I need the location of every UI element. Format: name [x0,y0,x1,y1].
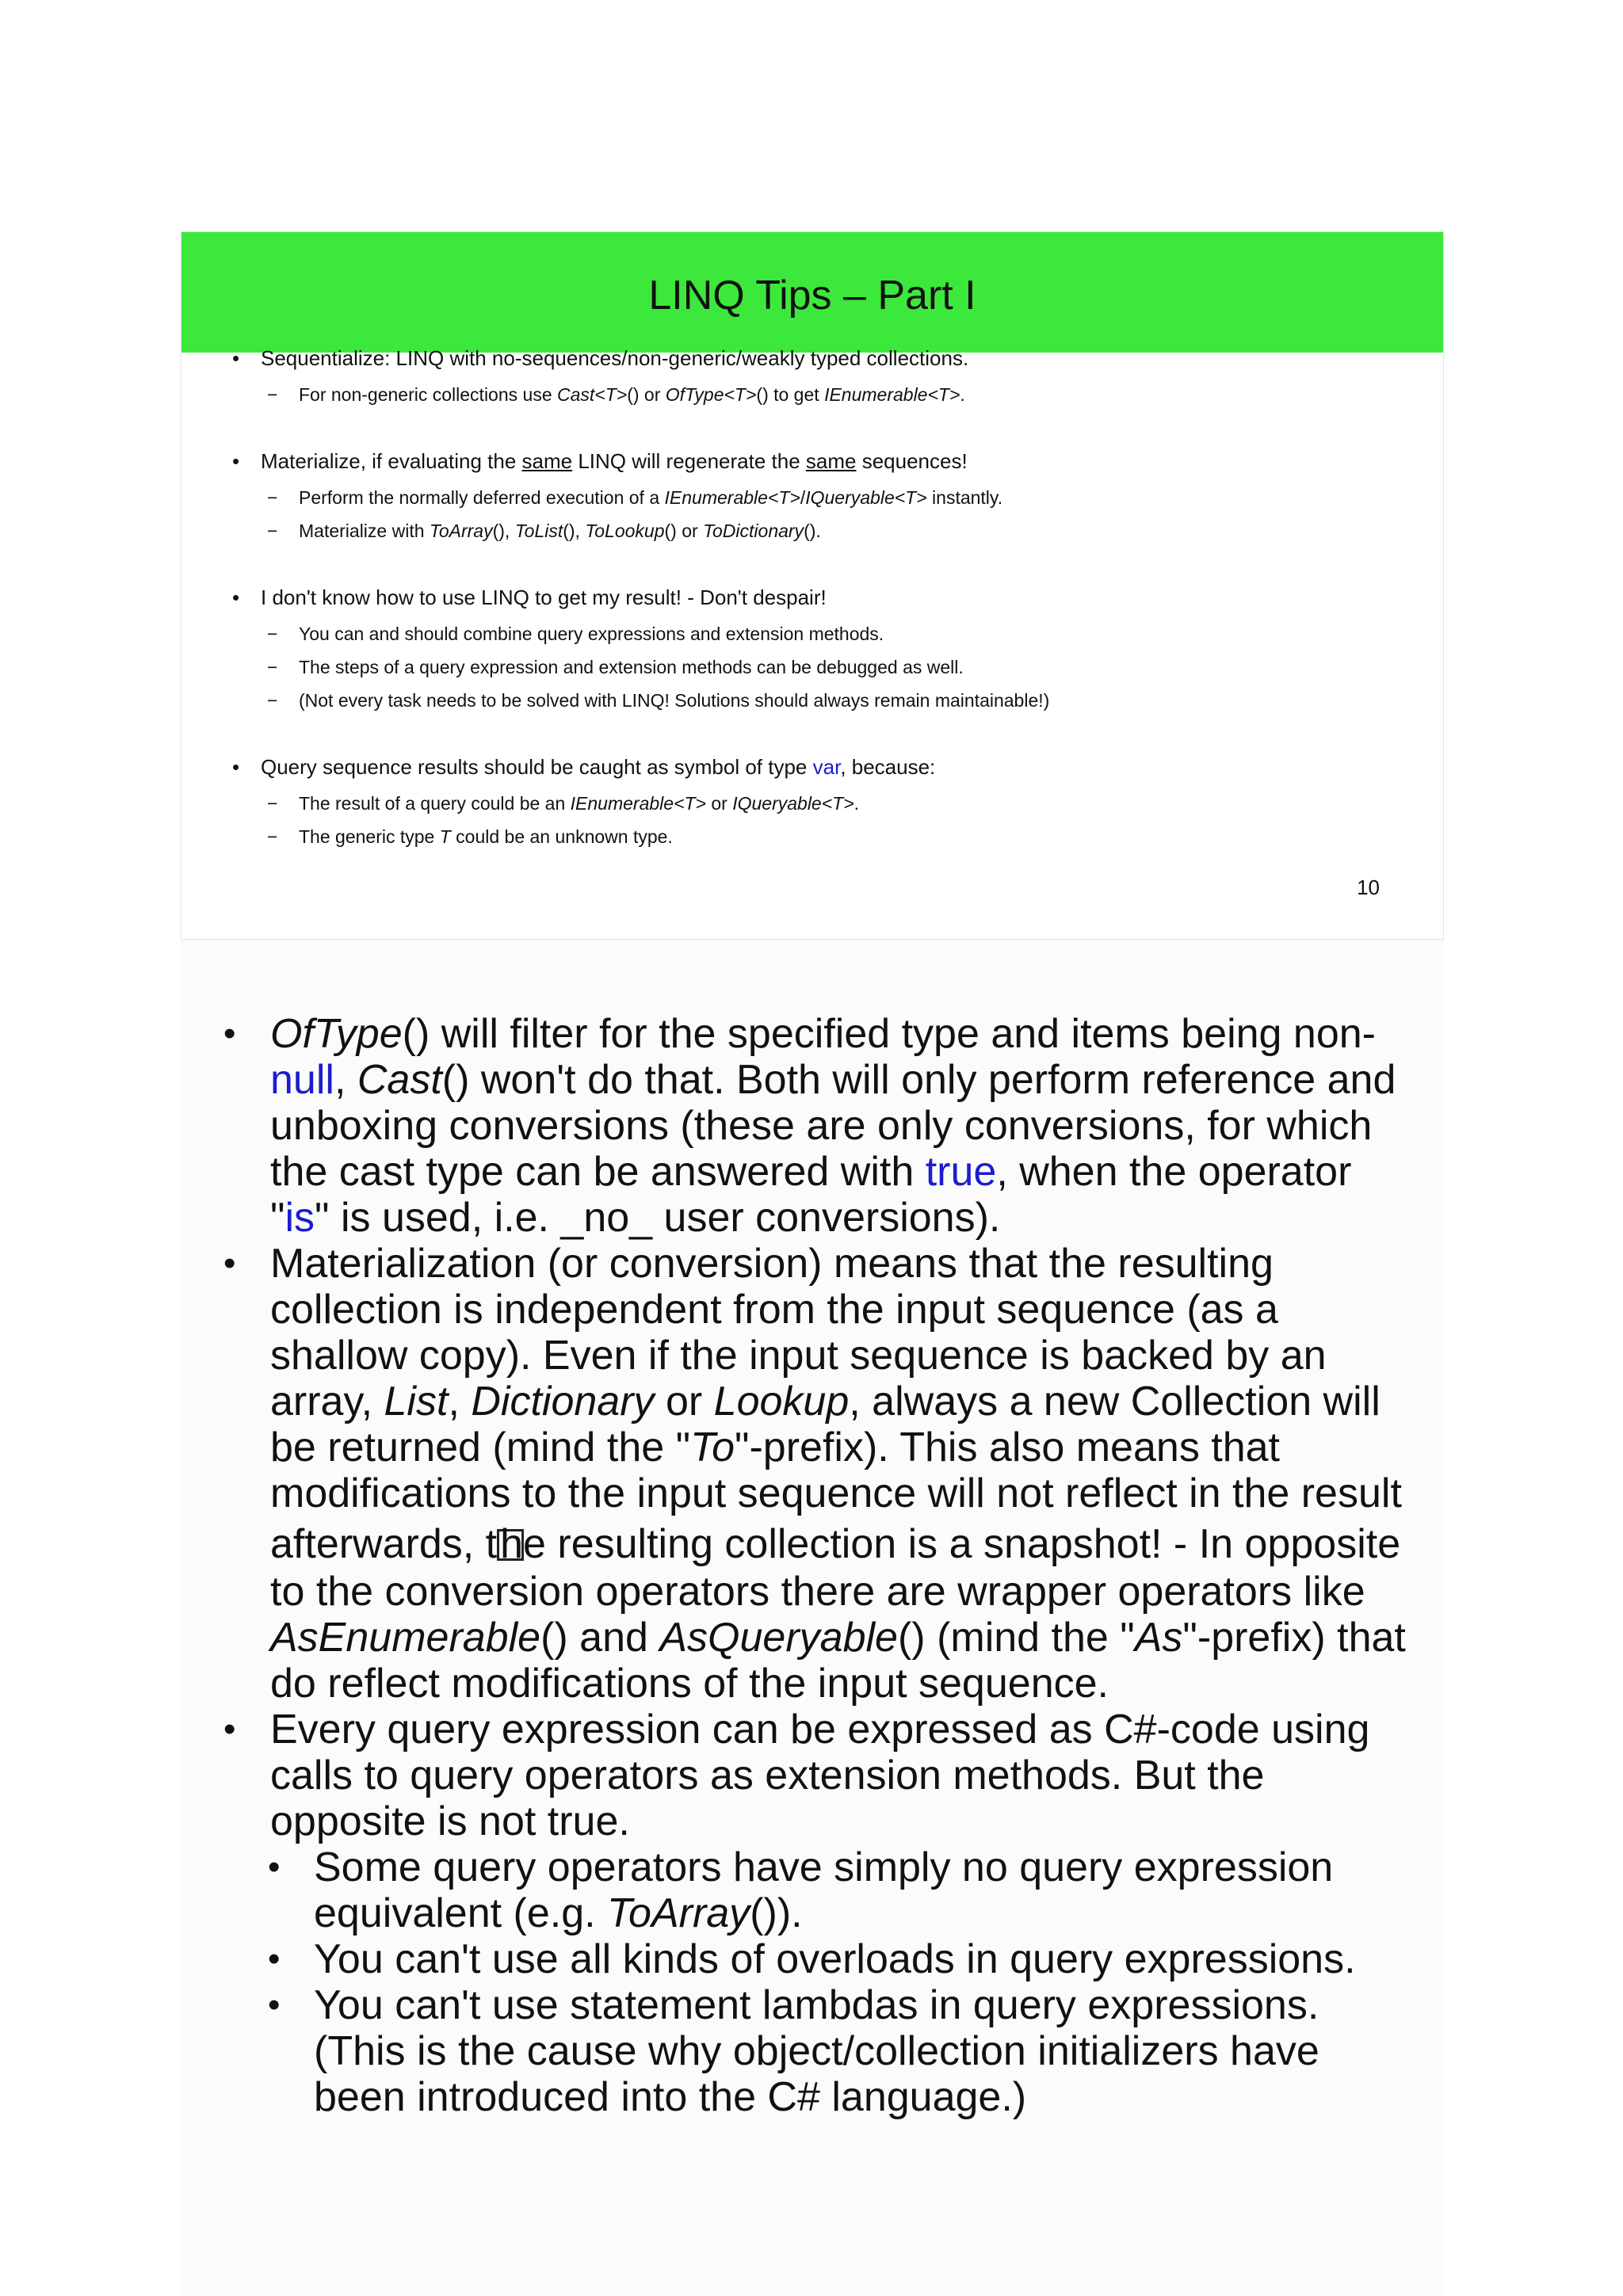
notes-p3-sub3-line-3: been introduced into the C# language.) [314,2074,1027,2120]
code-cast: Cast [357,1057,442,1103]
keyword-null: null [270,1057,334,1103]
text: , [448,1379,472,1425]
notes-bullet: • [223,1014,236,1053]
bullet-marker: • [232,346,240,370]
text: equivalent (e.g. [314,1890,608,1936]
text: the cast type can be answered with [270,1149,926,1195]
text: ()). [750,1890,803,1936]
notes-sub-bullet: • [268,1848,281,1886]
notes-p3-sub3-line-2: (This is the cause why object/collection initializers have [314,2028,1319,2074]
dash-marker: − [267,521,278,541]
text: , because: [840,755,936,779]
bullet-marker: • [232,449,240,473]
dash-marker: − [267,624,278,644]
text: or [705,793,733,814]
text: For non-generic collections use [299,384,557,405]
notes-p2-line-2: collection is independent from the input sequence (as a [270,1287,1278,1333]
notes-p2-line-1: Materialization (or conversion) means that the resulting [270,1241,1274,1287]
text: LINQ will regenerate the [572,449,806,473]
code-toarray: ToArray [429,521,493,541]
code-list: List [384,1379,449,1425]
code-oftype: OfType [270,1011,403,1057]
text: Perform the normally deferred execution of a [299,487,665,508]
text: (), [492,521,515,541]
text: Materialize with [299,521,430,541]
dash-marker: − [267,657,278,677]
notes-sub-bullet: • [268,1939,281,1978]
code-as-prefix: As [1134,1615,1183,1661]
bullet-marker: • [232,585,240,609]
text: afterwards, t [270,1521,498,1567]
text: "-prefix). This also means that [735,1425,1280,1470]
text: or [654,1379,714,1425]
code-t: T [439,826,451,847]
text: / [800,487,806,508]
slide-bullet-2 [261,449,968,474]
notes-p1-line-5 [270,1195,1000,1241]
text: . [960,384,965,405]
text: () or [627,384,666,405]
text: could be an unknown type. [450,826,673,847]
notes-p3-sub1-line-1: Some query operators have simply no query expression [314,1844,1334,1890]
notes-p3-line-3: opposite is not true. [270,1798,630,1844]
code-todictionary: ToDictionary [703,521,804,541]
dash-marker: − [267,826,278,847]
code-cast: Cast<T> [557,384,628,405]
bullet-marker: • [232,755,240,779]
code-toarray: ToArray [607,1890,750,1936]
notes-p1-line-3: unboxing conversions (these are only conversions, for which [270,1103,1373,1149]
dash-marker: − [267,793,278,814]
code-tolookup: ToLookup [585,521,665,541]
code-dictionary: Dictionary [471,1379,655,1425]
text: " is used, i.e. _no_ user conversions). [315,1195,1001,1241]
code-oftype: OfType<T> [665,384,757,405]
slide-page-number: 10 [1357,875,1380,899]
slide-sub-3-3: (Not every task needs to be solved with LINQ! Solutions should always remain maintainable!) [299,690,1050,711]
slide-sub-2-2 [299,521,821,542]
text: () to get [756,384,825,405]
text: (). [804,521,821,541]
code-tolist: ToList [514,521,563,541]
code-ienumerable: IEnumerable<T> [664,487,800,508]
notes-p1-line-1 [270,1011,1376,1057]
bullet-text: I don't know how to use LINQ to get my result! - Don't despair! [261,585,827,609]
text: (), [563,521,586,541]
text: be returned (mind the " [270,1425,691,1470]
notes-p3-sub1-line-2 [314,1890,803,1936]
notes-p3-line-1: Every query expression can be expressed as C#-code using [270,1707,1370,1753]
slide-sub-1-1 [299,384,965,406]
notes-p2-line-10: do reflect modifications of the input sequence. [270,1661,1109,1707]
bullet-text: Sequentialize: LINQ with no-sequences/non-generic/weakly typed collections. [261,346,969,370]
notes-bullet: • [223,1710,236,1749]
text: The result of a query could be an [299,793,571,814]
text: () will filter for the specified type and items being non- [402,1011,1376,1057]
slide-sub-4-2 [299,826,673,848]
underlined-text: same [521,449,573,473]
text: , [334,1057,357,1103]
slide-bullet-3 [261,585,827,610]
text: sequences! [856,449,968,473]
notes-p1-line-4 [270,1149,1351,1195]
notes-p2-line-4 [270,1379,1381,1425]
keyword-is: is [285,1195,315,1241]
text: The generic type [299,826,440,847]
code-asqueryable: AsQueryable [659,1615,898,1661]
code-iqueryable: IQueryable<T> [732,793,854,814]
slide-body [181,232,1443,939]
dash-marker: − [267,690,278,711]
text: () or [664,521,704,541]
notes-p1-line-2 [270,1057,1396,1103]
text: Query sequence results should be caught as symbol of type [261,755,813,779]
text: () won't do that. Both will only perform reference and [441,1057,1396,1103]
notes-p2-line-8: to the conversion operators there are wrapper operators like [270,1569,1365,1615]
text: , always a new Collection will [849,1379,1381,1425]
text: "-prefix) that [1182,1615,1406,1661]
code-ienumerable: IEnumerable<T> [570,793,706,814]
code-iqueryable: IQueryable<T> [805,487,927,508]
notes-p2-line-6: modifications to the input sequence will not reflect in the result [270,1470,1402,1516]
code-to-prefix: To [690,1425,735,1470]
speaker-notes [181,940,1444,2296]
notes-p2-line-7 [270,1521,1400,1567]
text: instantly. [926,487,1003,508]
slide [181,231,1444,940]
slide-bullet-4 [261,755,935,780]
code-lookup: Lookup [713,1379,850,1425]
notes-bullet: • [223,1244,236,1283]
dash-marker: − [267,384,278,405]
notes-p2-line-9 [270,1615,1406,1661]
notes-p2-line-5 [270,1425,1280,1470]
notes-p2-line-3: shallow copy). Even if the input sequence is backed by an [270,1333,1327,1379]
notes-p3-sub3-line-1: You can't use statement lambdas in query expressions. [314,1982,1319,2028]
keyword-true: true [925,1149,997,1195]
text: Materialize, if evaluating the [261,449,522,473]
notes-p3-line-2: calls to query operators as extension methods. But the [270,1753,1265,1798]
slide-sub-4-1 [299,793,859,814]
code-asenumerable: AsEnumerable [270,1615,541,1661]
notes-sub-bullet: • [268,1985,281,2024]
underlined-text: same [805,449,857,473]
dash-marker: − [267,487,278,508]
slide-bullet-1 [261,346,968,371]
text: , when the operator [996,1149,1352,1195]
slide-title: LINQ Tips – Part I [648,273,976,318]
keyword-var: var [812,755,841,779]
text: he resulting collection is a snapshot! - In opposite [500,1521,1401,1567]
text: . [854,793,860,814]
text: () (mind the " [897,1615,1135,1661]
slide-sub-3-1: You can and should combine query expressions and extension methods. [299,624,884,644]
notes-p3-sub2: You can't use all kinds of overloads in query expressions. [314,1936,1356,1982]
text: " [270,1195,285,1241]
text: array, [270,1379,384,1425]
text: () and [540,1615,660,1661]
code-ienumerable: IEnumerable<T> [824,384,960,405]
slide-sub-2-1 [299,487,1002,509]
slide-sub-3-2: The steps of a query expression and extension methods can be debugged as well. [299,657,964,677]
